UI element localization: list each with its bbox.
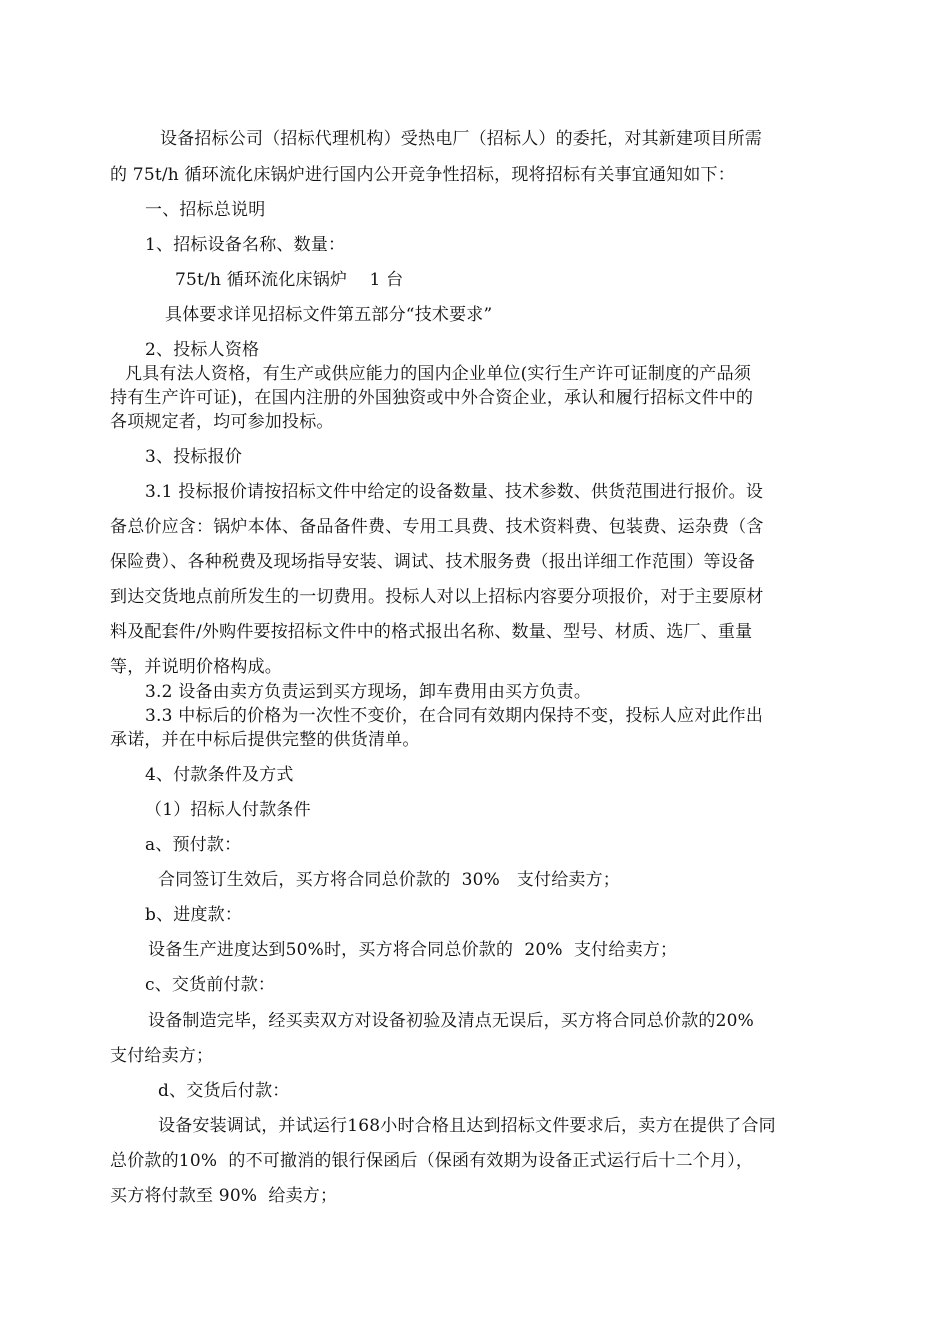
s3-title: 3、投标报价 xyxy=(145,447,243,467)
s4-a-text: 合同签订生效后，买方将合同总价款的 30% 支付给卖方； xyxy=(158,870,621,890)
s3-p33-line-1: 3.3 中标后的价格为一次性不变价，在合同有效期内保持不变，投标人应对此作出 xyxy=(145,706,764,726)
s3-p31-line-2: 备总价应含：锅炉本体、备品备件费、专用工具费、技术资料费、包装费、运杂费（含 xyxy=(110,517,764,537)
s3-p31-line-1: 3.1 投标报价请按招标文件中给定的设备数量、技术参数、供货范围进行报价。设 xyxy=(145,482,764,502)
s3-p32: 3.2 设备由卖方负责运到买方现场，卸车费用由买方负责。 xyxy=(145,682,592,702)
s1-note: 具体要求详见招标文件第五部分“技术要求” xyxy=(165,305,493,325)
s4-c-text-line-2: 支付给卖方； xyxy=(110,1046,214,1066)
s2-line-1: 凡具有法人资格，有生产或供应能力的国内企业单位(实行生产许可证制度的产品须 xyxy=(125,364,752,384)
s2-line-2: 持有生产许可证)，在国内注册的外国独资或中外合资企业，承认和履行招标文件中的 xyxy=(110,388,754,408)
s4-d-text-line-3: 买方将付款至 90% 给卖方； xyxy=(110,1186,338,1206)
s1-title: 1、招标设备名称、数量： xyxy=(145,235,346,255)
s4-title: 4、付款条件及方式 xyxy=(145,765,294,785)
s4-b-label: b、进度款： xyxy=(145,905,243,925)
s4-b-text: 设备生产进度达到50%时，买方将合同总价款的 20% 支付给卖方； xyxy=(148,940,678,960)
s3-p31-line-4: 到达交货地点前所发生的一切费用。投标人对以上招标内容要分项报价，对于主要原材 xyxy=(110,587,764,607)
s4-sub1: （1）招标人付款条件 xyxy=(145,800,311,820)
s4-d-text-line-1: 设备安装调试，并试运行168小时合格且达到招标文件要求后，卖方在提供了合同 xyxy=(158,1116,776,1136)
s3-p33-line-2: 承诺，并在中标后提供完整的供货清单。 xyxy=(110,730,420,750)
s4-c-label: c、交货前付款： xyxy=(145,975,276,995)
s4-d-label: d、交货后付款： xyxy=(158,1081,290,1101)
s3-p31-line-6: 等，并说明价格构成。 xyxy=(110,657,282,677)
intro-line-2: 的 75t/h 循环流化床锅炉进行国内公开竞争性招标，现将招标有关事宜通知如下： xyxy=(110,165,735,185)
intro-line-1: 设备招标公司（招标代理机构）受热电厂（招标人）的委托，对其新建项目所需 xyxy=(160,129,762,149)
s4-d-text-line-2: 总价款的10% 的不可撤消的银行保函后（保函有效期为设备正式运行后十二个月）， xyxy=(110,1151,754,1171)
s3-p31-line-5: 料及配套件/外购件要按招标文件中的格式报出名称、数量、型号、材质、选厂、重量 xyxy=(110,622,753,642)
s4-c-text-line-1: 设备制造完毕，经买卖双方对设备初验及清点无误后，买方将合同总价款的20% xyxy=(148,1011,754,1031)
s1-item: 75t/h 循环流化床锅炉 1 台 xyxy=(175,270,404,290)
s2-title: 2、投标人资格 xyxy=(145,340,260,360)
s2-line-3: 各项规定者，均可参加投标。 xyxy=(110,412,334,432)
section-1-title: 一、招标总说明 xyxy=(145,200,266,220)
s3-p31-line-3: 保险费）、各种税费及现场指导安装、调试、技术服务费（报出详细工作范围）等设备 xyxy=(110,552,756,572)
s4-a-label: a、预付款： xyxy=(145,835,242,855)
